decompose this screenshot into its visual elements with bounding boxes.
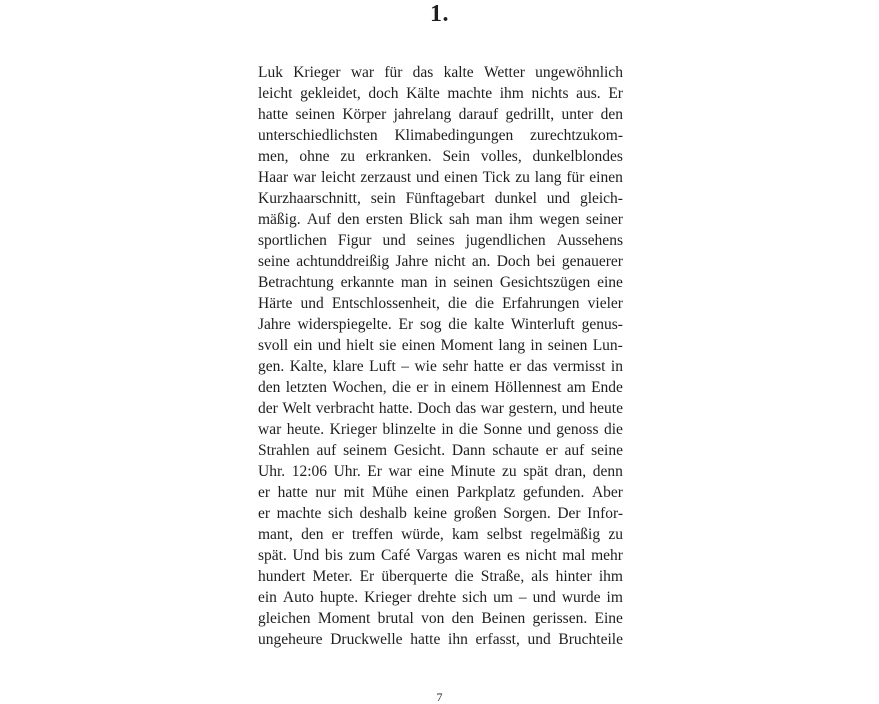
text-line: Kurzhaarschnitt, sein Fünftagebart dunkel und gleich- bbox=[258, 190, 623, 207]
text-line: gleichen Moment brutal von den Beinen gerissen. Eine bbox=[258, 610, 623, 627]
text-line: gen. Kalte, klare Luft – wie sehr hatte er das vermisst in bbox=[258, 358, 623, 375]
text-line: der Welt verbracht hatte. Doch das war gestern, und heute bbox=[258, 400, 623, 417]
text-line: Betrachtung erkannte man in seinen Gesichtszügen eine bbox=[258, 274, 623, 291]
text-line: spät. Und bis zum Café Vargas waren es nicht mal mehr bbox=[258, 547, 623, 564]
text-line: er machte sich deshalb keine großen Sorgen. Der Infor- bbox=[258, 505, 623, 522]
text-line: mant, den er treffen würde, kam selbst regelmäßig zu bbox=[258, 526, 623, 543]
text-line: men, ohne zu erkranken. Sein volles, dunkelblondes bbox=[258, 148, 623, 165]
text-line: mäßig. Auf den ersten Blick sah man ihm wegen seiner bbox=[258, 211, 623, 228]
text-line: unterschiedlichsten Klimabedingungen zurechtzukom- bbox=[258, 127, 623, 144]
chapter-heading: 1. bbox=[430, 1, 449, 27]
text-line: svoll ein und hielt sie einen Moment lang in seinen Lun- bbox=[258, 337, 623, 354]
text-line: Strahlen auf seinem Gesicht. Dann schaute er auf seine bbox=[258, 442, 623, 459]
text-line: seine achtunddreißig Jahre nicht an. Doch bei genauerer bbox=[258, 253, 623, 270]
text-line: Jahre widerspiegelte. Er sog die kalte Winterluft genus- bbox=[258, 316, 623, 333]
text-line: war heute. Krieger blinzelte in die Sonne und genoss die bbox=[258, 421, 623, 438]
text-line: ein Auto hupte. Krieger drehte sich um – und wurde im bbox=[258, 589, 623, 606]
page-number: 7 bbox=[436, 690, 443, 704]
body-text bbox=[258, 62, 623, 650]
text-line: hundert Meter. Er überquerte die Straße, als hinter ihm bbox=[258, 568, 623, 585]
text-line: Härte und Entschlossenheit, die die Erfahrungen vieler bbox=[258, 295, 623, 312]
text-line: ungeheure Druckwelle hatte ihn erfasst, und Bruchteile bbox=[258, 631, 623, 648]
text-line: Haar war leicht zerzaust und einen Tick zu lang für einen bbox=[258, 169, 623, 186]
text-line: den letzten Wochen, die er in einem Höllennest am Ende bbox=[258, 379, 623, 396]
text-line: Uhr. 12:06 Uhr. Er war eine Minute zu spät dran, denn bbox=[258, 463, 623, 480]
text-line: leicht gekleidet, doch Kälte machte ihm nichts aus. Er bbox=[258, 85, 623, 102]
text-line: hatte seinen Körper jahrelang darauf gedrillt, unter den bbox=[258, 106, 623, 123]
text-line: Luk Krieger war für das kalte Wetter ungewöhnlich bbox=[258, 64, 623, 81]
text-line: sportlichen Figur und seines jugendlichen Aussehens bbox=[258, 232, 623, 249]
text-line: er hatte nur mit Mühe einen Parkplatz gefunden. Aber bbox=[258, 484, 623, 501]
